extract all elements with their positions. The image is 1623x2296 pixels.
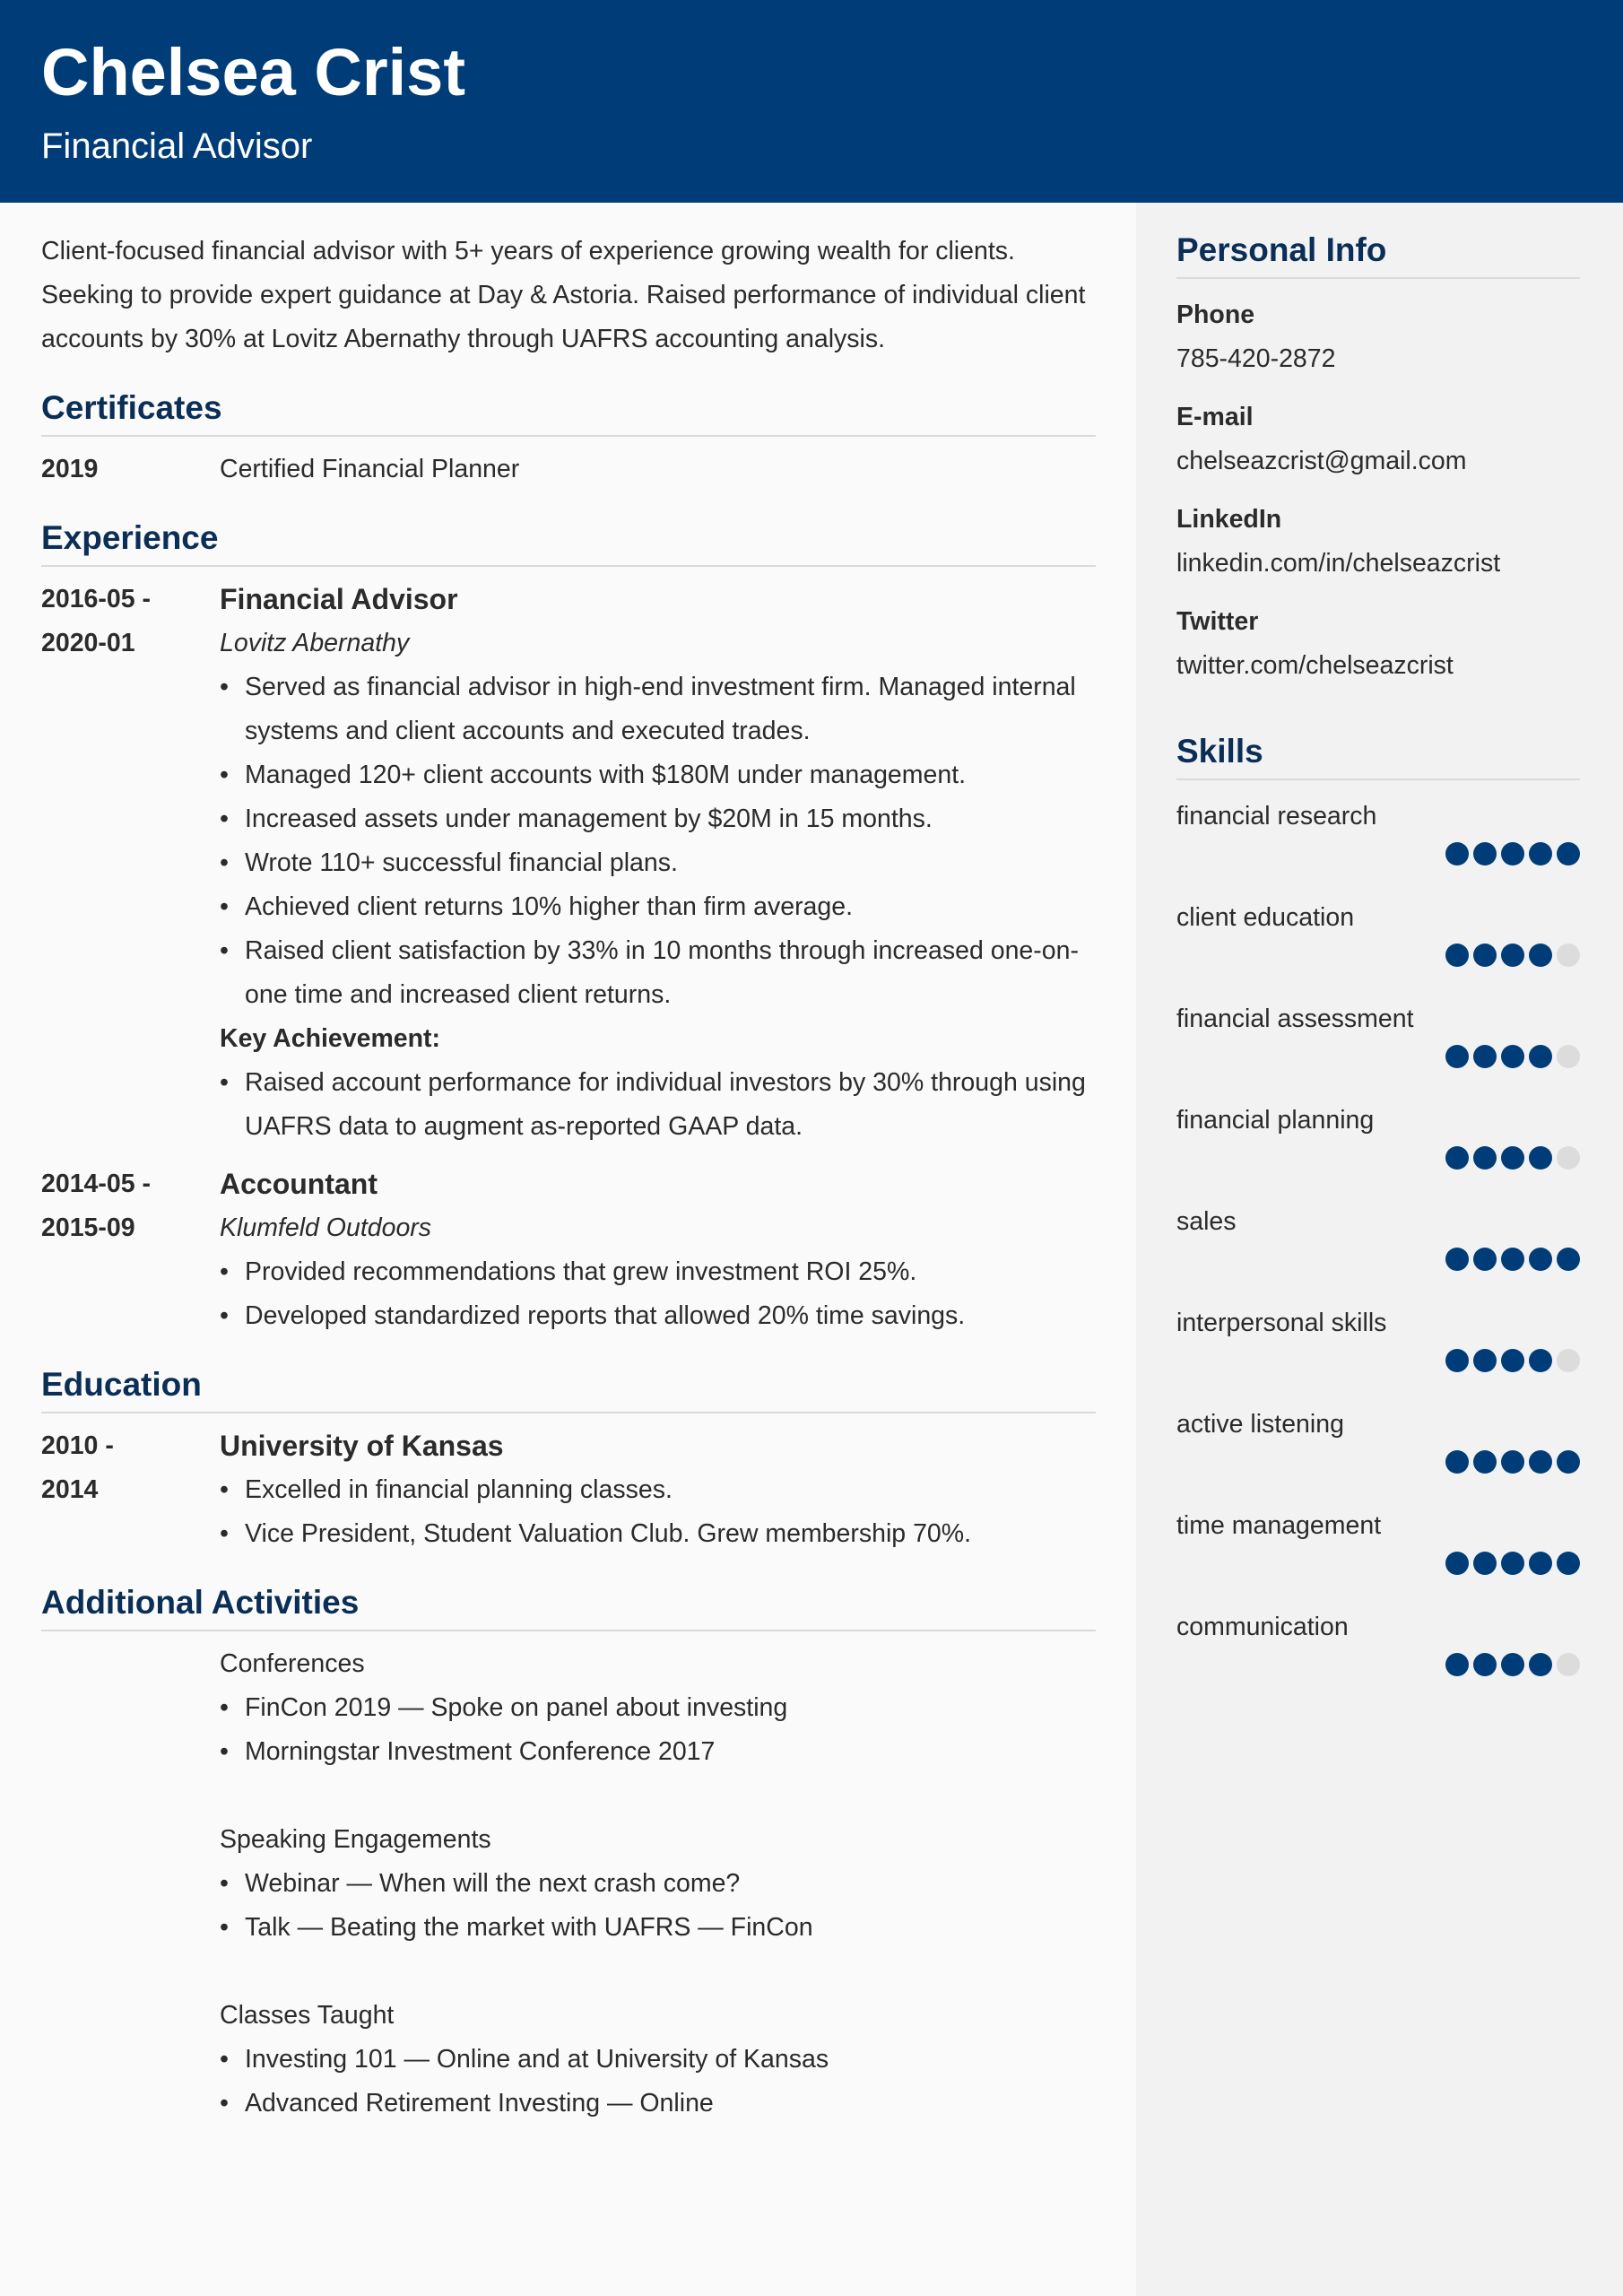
- skill-rating: [1445, 1248, 1580, 1271]
- job-company: Lovitz Abernathy: [220, 629, 410, 657]
- email-label: E-mail: [1176, 403, 1254, 431]
- job-entry: [41, 578, 1096, 1149]
- rating-dot-filled: [1529, 842, 1552, 865]
- job-date-start: 2016-05 -: [41, 585, 152, 613]
- activity-items: [220, 1686, 1096, 1774]
- rating-dot-filled: [1445, 944, 1469, 967]
- activity-group-label: Conferences: [220, 1649, 365, 1678]
- job-dates: [41, 1162, 220, 1338]
- rating-dot-filled: [1529, 1450, 1552, 1474]
- summary-text: Client-focused financial advisor with 5+ years of experience growing wealth for clients. Seeking to provide expert guidance at Day & Astoria. Raised performance of individual client accounts by 30% at Lovitz Abernathy through UAFRS accounting analysis.: [41, 237, 1086, 353]
- activity-items: [220, 1862, 1096, 1950]
- skill-name: interpersonal skills: [1176, 1309, 1387, 1337]
- rating-dot-filled: [1445, 1450, 1469, 1474]
- activity-group-label: Classes Taught: [220, 2001, 395, 2030]
- skill-rating: [1445, 1653, 1580, 1676]
- skill-rating: [1445, 1450, 1580, 1474]
- rating-dot-filled: [1529, 1045, 1552, 1068]
- skill-rating: [1445, 1349, 1580, 1372]
- education-heading: Education: [41, 1364, 1096, 1413]
- rating-dot-filled: [1445, 1552, 1469, 1575]
- job-entry: [41, 1162, 1096, 1338]
- skill-item: [1176, 896, 1580, 983]
- activity-items: [220, 2038, 1096, 2126]
- list-item: • Served as financial advisor in high-end investment firm. Managed internal systems and client accounts and executed trades.: [220, 665, 1096, 753]
- rating-dot-filled: [1557, 1552, 1580, 1575]
- skill-name: time management: [1176, 1511, 1382, 1540]
- activity-group: [220, 1994, 1096, 2126]
- list-item: • Raised account performance for individual investors by 30% through using UAFRS data to augment as-reported GAAP data.: [220, 1061, 1096, 1149]
- school-name: University of Kansas: [220, 1430, 504, 1462]
- skill-name: financial assessment: [1176, 1004, 1414, 1033]
- education-entry: [41, 1424, 1096, 1556]
- skill-name: sales: [1176, 1207, 1237, 1236]
- rating-dot-filled: [1501, 1552, 1524, 1575]
- rating-dot-filled: [1501, 1653, 1524, 1676]
- sidebar-content: [1176, 230, 1580, 1692]
- list-item: • Talk — Beating the market with UAFRS — FinCon: [220, 1906, 1096, 1950]
- skill-rating: [1445, 1146, 1580, 1170]
- rating-dot-filled: [1529, 944, 1552, 967]
- certificate-year: 2019: [41, 455, 99, 483]
- email-value: chelseazcrist@gmail.com: [1176, 447, 1467, 475]
- certificates-heading: Certificates: [41, 387, 1096, 437]
- phone-value: 785-420-2872: [1176, 344, 1336, 373]
- list-item: • Achieved client returns 10% higher than firm average.: [220, 885, 1096, 929]
- job-dates: [41, 578, 220, 1149]
- certificate-name: Certified Financial Planner: [220, 455, 520, 483]
- skill-item: [1176, 1504, 1580, 1591]
- phone-label: Phone: [1176, 300, 1255, 329]
- rating-dot-empty: [1557, 944, 1580, 967]
- rating-dot-filled: [1445, 1349, 1469, 1372]
- skill-item: [1176, 1099, 1580, 1186]
- education-section: [41, 1364, 1096, 1556]
- rating-dot-filled: [1529, 1349, 1552, 1372]
- rating-dot-empty: [1557, 1653, 1580, 1676]
- experience-heading: Experience: [41, 517, 1096, 567]
- education-date-end: 2014: [41, 1475, 99, 1504]
- certificates-section: [41, 387, 1096, 491]
- twitter-value: twitter.com/chelseazcrist: [1176, 651, 1454, 680]
- activities-section: [41, 1582, 1096, 2126]
- list-item: • Investing 101 — Online and at University of Kansas: [220, 2038, 1096, 2082]
- list-item: • Excelled in financial planning classes.: [220, 1468, 1096, 1512]
- job-title: Accountant: [220, 1168, 378, 1200]
- personal-info-fields: [1176, 293, 1580, 688]
- rating-dot-filled: [1529, 1248, 1552, 1271]
- skill-item: [1176, 997, 1580, 1084]
- rating-dot-filled: [1501, 944, 1524, 967]
- activities-content: [220, 1642, 1096, 2126]
- skills-list: [1176, 795, 1580, 1692]
- skill-rating: [1445, 944, 1580, 967]
- job-company: Klumfeld Outdoors: [220, 1213, 432, 1242]
- skill-item: [1176, 795, 1580, 882]
- rating-dot-filled: [1473, 1450, 1497, 1474]
- list-item: • Advanced Retirement Investing — Online: [220, 2082, 1096, 2126]
- linkedin-value: linkedin.com/in/chelseazcrist: [1176, 549, 1501, 578]
- skill-rating: [1445, 1552, 1580, 1575]
- rating-dot-filled: [1473, 842, 1497, 865]
- skill-item: [1176, 1403, 1580, 1490]
- rating-dot-filled: [1557, 842, 1580, 865]
- education-date-start: 2010 -: [41, 1431, 114, 1460]
- key-achievement-label: Key Achievement:: [220, 1024, 441, 1053]
- rating-dot-empty: [1557, 1349, 1580, 1372]
- rating-dot-filled: [1501, 1450, 1524, 1474]
- rating-dot-filled: [1473, 1552, 1497, 1575]
- list-item: • Vice President, Student Valuation Club. Grew membership 70%.: [220, 1512, 1096, 1556]
- job-date-end: 2020-01: [41, 629, 135, 657]
- education-bullets: [220, 1468, 1096, 1556]
- education-content: [220, 1424, 1096, 1556]
- activity-group-label: Speaking Engagements: [220, 1825, 491, 1854]
- rating-dot-filled: [1501, 1146, 1524, 1170]
- skill-item: [1176, 1605, 1580, 1692]
- rating-dot-filled: [1445, 1045, 1469, 1068]
- skills-heading: Skills: [1176, 731, 1580, 780]
- skill-item: [1176, 1301, 1580, 1388]
- rating-dot-filled: [1473, 944, 1497, 967]
- job-date-start: 2014-05 -: [41, 1170, 152, 1198]
- sidebar: [1136, 203, 1623, 2296]
- job-content: [220, 1162, 1096, 1338]
- skill-rating: [1445, 842, 1580, 865]
- list-item: • Raised client satisfaction by 33% in 10 months through increased one-on-one time and increased client returns.: [220, 929, 1096, 1017]
- experience-section: [41, 517, 1096, 1338]
- personal-info-heading: Personal Info: [1176, 230, 1580, 279]
- rating-dot-filled: [1501, 1045, 1524, 1068]
- rating-dot-filled: [1445, 1248, 1469, 1271]
- skill-name: communication: [1176, 1613, 1349, 1641]
- activities-row: [41, 1642, 1096, 2126]
- activities-heading: Additional Activities: [41, 1582, 1096, 1631]
- education-dates: [41, 1424, 220, 1556]
- twitter-label: Twitter: [1176, 607, 1259, 636]
- activity-group: [220, 1818, 1096, 1950]
- skill-name: active listening: [1176, 1410, 1344, 1439]
- rating-dot-filled: [1473, 1349, 1497, 1372]
- main-column: [41, 203, 1096, 2126]
- activity-group: [220, 1642, 1096, 1774]
- rating-dot-filled: [1557, 1450, 1580, 1474]
- list-item: • Managed 120+ client accounts with $180M under management.: [220, 753, 1096, 797]
- skill-name: client education: [1176, 903, 1355, 932]
- list-item: • Provided recommendations that grew investment ROI 25%.: [220, 1250, 1096, 1294]
- rating-dot-filled: [1529, 1146, 1552, 1170]
- candidate-name: Chelsea Crist: [41, 35, 465, 109]
- rating-dot-filled: [1445, 1146, 1469, 1170]
- list-item: • FinCon 2019 — Spoke on panel about investing: [220, 1686, 1096, 1730]
- certificate-row: [41, 448, 1096, 491]
- resume-header: [0, 0, 1623, 203]
- rating-dot-filled: [1501, 1349, 1524, 1372]
- job-content: [220, 578, 1096, 1149]
- linkedin-label: LinkedIn: [1176, 505, 1282, 534]
- list-item: • Wrote 110+ successful financial plans.: [220, 841, 1096, 885]
- skill-name: financial planning: [1176, 1106, 1375, 1135]
- activities-date-column: [41, 1642, 220, 2126]
- list-item: • Increased assets under management by $20M in 15 months.: [220, 797, 1096, 841]
- rating-dot-filled: [1445, 1653, 1469, 1676]
- rating-dot-filled: [1557, 1248, 1580, 1271]
- skill-rating: [1445, 1045, 1580, 1068]
- rating-dot-empty: [1557, 1045, 1580, 1068]
- rating-dot-filled: [1445, 842, 1469, 865]
- list-item: • Developed standardized reports that allowed 20% time savings.: [220, 1294, 1096, 1338]
- skill-item: [1176, 1200, 1580, 1287]
- rating-dot-filled: [1473, 1045, 1497, 1068]
- list-item: • Webinar — When will the next crash come?: [220, 1862, 1096, 1906]
- job-bullets: [220, 1250, 1096, 1338]
- key-achievement-bullets: [220, 1061, 1096, 1149]
- rating-dot-filled: [1529, 1552, 1552, 1575]
- rating-dot-filled: [1473, 1653, 1497, 1676]
- rating-dot-filled: [1501, 842, 1524, 865]
- rating-dot-empty: [1557, 1146, 1580, 1170]
- rating-dot-filled: [1473, 1146, 1497, 1170]
- rating-dot-filled: [1501, 1248, 1524, 1271]
- job-date-end: 2015-09: [41, 1213, 135, 1242]
- skill-name: financial research: [1176, 802, 1377, 831]
- rating-dot-filled: [1529, 1653, 1552, 1676]
- candidate-title: Financial Advisor: [41, 126, 313, 166]
- job-title: Financial Advisor: [220, 583, 458, 615]
- skills-section: [1176, 731, 1580, 1692]
- list-item: • Morningstar Investment Conference 2017: [220, 1730, 1096, 1774]
- rating-dot-filled: [1473, 1248, 1497, 1271]
- job-bullets: [220, 665, 1096, 1017]
